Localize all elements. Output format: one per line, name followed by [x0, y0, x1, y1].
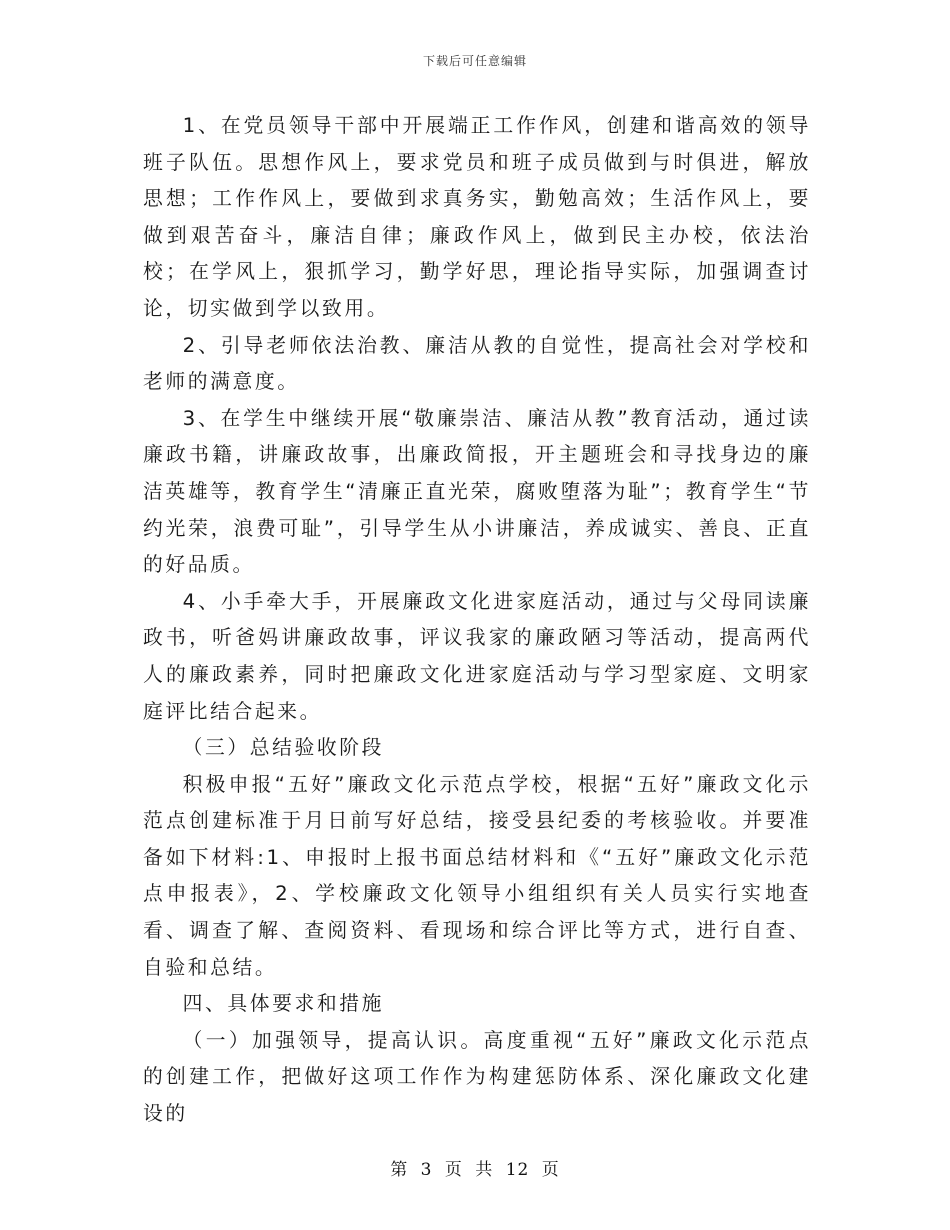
section-heading-requirements: 四、具体要求和措施	[182, 992, 385, 1016]
paragraph-item-3: 3、在学生中继续开展“敬廉崇洁、廉洁从教”教育活动，通过读廉政书籍，讲廉政故事，出廉政简报，开主题班会和寻找身边的廉洁英雄等，教育学生“清廉正直光荣，腐败堕落为耻”；教育学生“节约光荣，浪费可耻”，引导学生从小讲廉洁，养成诚实、善良、正直的好品质。	[143, 406, 811, 577]
section-heading-summary-stage: （三）总结验收阶段	[182, 736, 385, 760]
paragraph-item-1: 1、在党员领导干部中开展端正工作作风，创建和谐高效的领导班子队伍。思想作风上，要求党员和班子成员做到与时俱进，解放思想；工作作风上，要做到求真务实，勤勉高效；生活作风上，要做到艰苦奋斗，廉洁自律；廉政作风上，做到民主办校，依法治校；在学风上，狠抓学习，勤学好思，理论指导实际，加强调查讨论，切实做到学以致用。	[143, 114, 811, 320]
paragraph-item-4: 4、小手牵大手，开展廉政文化进家庭活动，通过与父母同读廉政书，听爸妈讲廉政故事，评议我家的廉政陋习等活动，提高两代人的廉政素养，同时把廉政文化进家庭活动与学习型家庭、文明家庭评比结合起来。	[143, 589, 811, 723]
paragraph-summary-stage: 积极申报“五好”廉政文化示范点学校，根据“五好”廉政文化示范点创建标准于月日前写好总结，接受县纪委的考核验收。并要准备如下材料:1、申报时上报书面总结材料和《“五好”廉政文化示范点申报表》，2、学校廉政文化领导小组组织有关人员实行实地查看、调查了解、查阅资料、看现场和综合评比等方式，进行自查、自验和总结。	[143, 772, 811, 979]
paragraph-requirement-1: （一）加强领导，提高认识。高度重视“五好”廉政文化示范点的创建工作，把做好这项工作作为构建惩防体系、深化廉政文化建设的	[143, 1028, 811, 1126]
page-number-footer: 第 3 页 共 12 页	[390, 1160, 560, 1180]
document-body	[143, 108, 811, 1133]
paragraph-item-2: 2、引导老师依法治教、廉洁从教的自觉性，提高社会对学校和老师的满意度。	[143, 333, 811, 394]
page-header-note: 下载后可任意编辑	[422, 54, 527, 68]
